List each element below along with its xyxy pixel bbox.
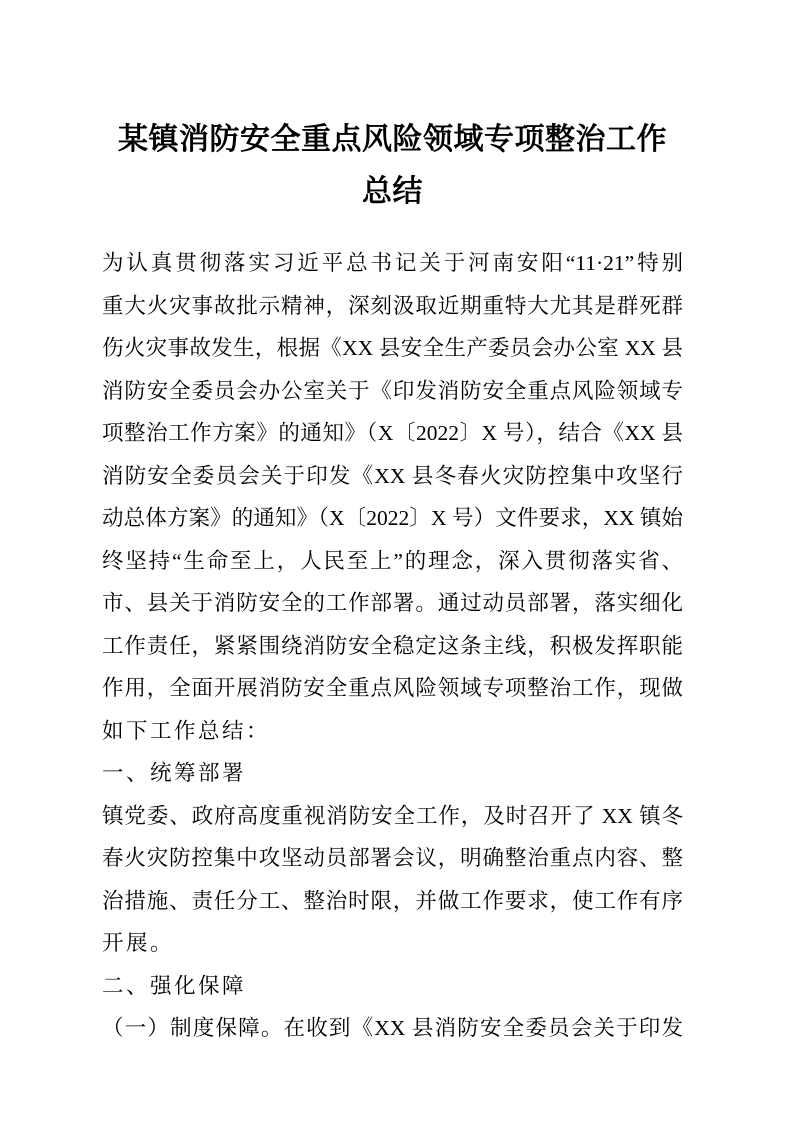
body-line-4: 消防安全委员会办公室关于《印发消防安全重点风险领域专	[102, 378, 683, 403]
title-line-2: 总结	[362, 175, 423, 208]
body-line-14: 镇党委、政府高度重视消防安全工作，及时召开了 XX 镇冬	[102, 803, 683, 828]
body-line-1: 为认真贯彻落实习近平总书记关于河南安阳“11·21”特别	[102, 251, 683, 275]
body-line-11: 作用，全面开展消防安全重点风险领域专项整治工作，现做	[102, 676, 683, 700]
body-line-13: 一、统筹部署	[102, 761, 247, 785]
document-body	[102, 242, 683, 1050]
body-line-19: （一）制度保障。在收到《XX 县消防安全委员会关于印发	[102, 1016, 683, 1040]
document-title	[102, 114, 683, 218]
body-line-5: 项整治工作方案》的通知》（X〔2022〕X 号），结合《XX 县	[102, 421, 683, 445]
body-line-6: 消防安全委员会关于印发《XX 县冬春火灾防控集中攻坚行	[102, 463, 683, 488]
body-line-3: 伤火灾事故发生，根据《XX 县安全生产委员会办公室 XX 县	[102, 336, 683, 360]
body-line-18: 二、强化保障	[102, 973, 247, 998]
body-line-10: 工作责任，紧紧围绕消防安全稳定这条主线，积极发挥职能	[102, 633, 683, 658]
body-line-7: 动总体方案》的通知》（X〔2022〕X 号）文件要求，XX 镇始	[102, 506, 683, 530]
body-line-15: 春火灾防控集中攻坚动员部署会议，明确整治重点内容、整	[102, 846, 683, 870]
body-line-9: 市、县关于消防安全的工作部署。通过动员部署，落实细化	[102, 591, 683, 615]
body-line-17: 开展。	[102, 931, 175, 955]
body-line-12: 如下工作总结：	[102, 718, 271, 743]
body-line-16: 治措施、责任分工、整治时限，并做工作要求，使工作有序	[102, 888, 683, 913]
body-line-2: 重大火灾事故批示精神，深刻汲取近期重特大尤其是群死群	[102, 293, 683, 318]
body-line-8: 终坚持“生命至上，人民至上”的理念，深入贯彻落实省、	[102, 548, 683, 573]
title-line-1: 某镇消防安全重点风险领域专项整治工作	[118, 123, 667, 156]
